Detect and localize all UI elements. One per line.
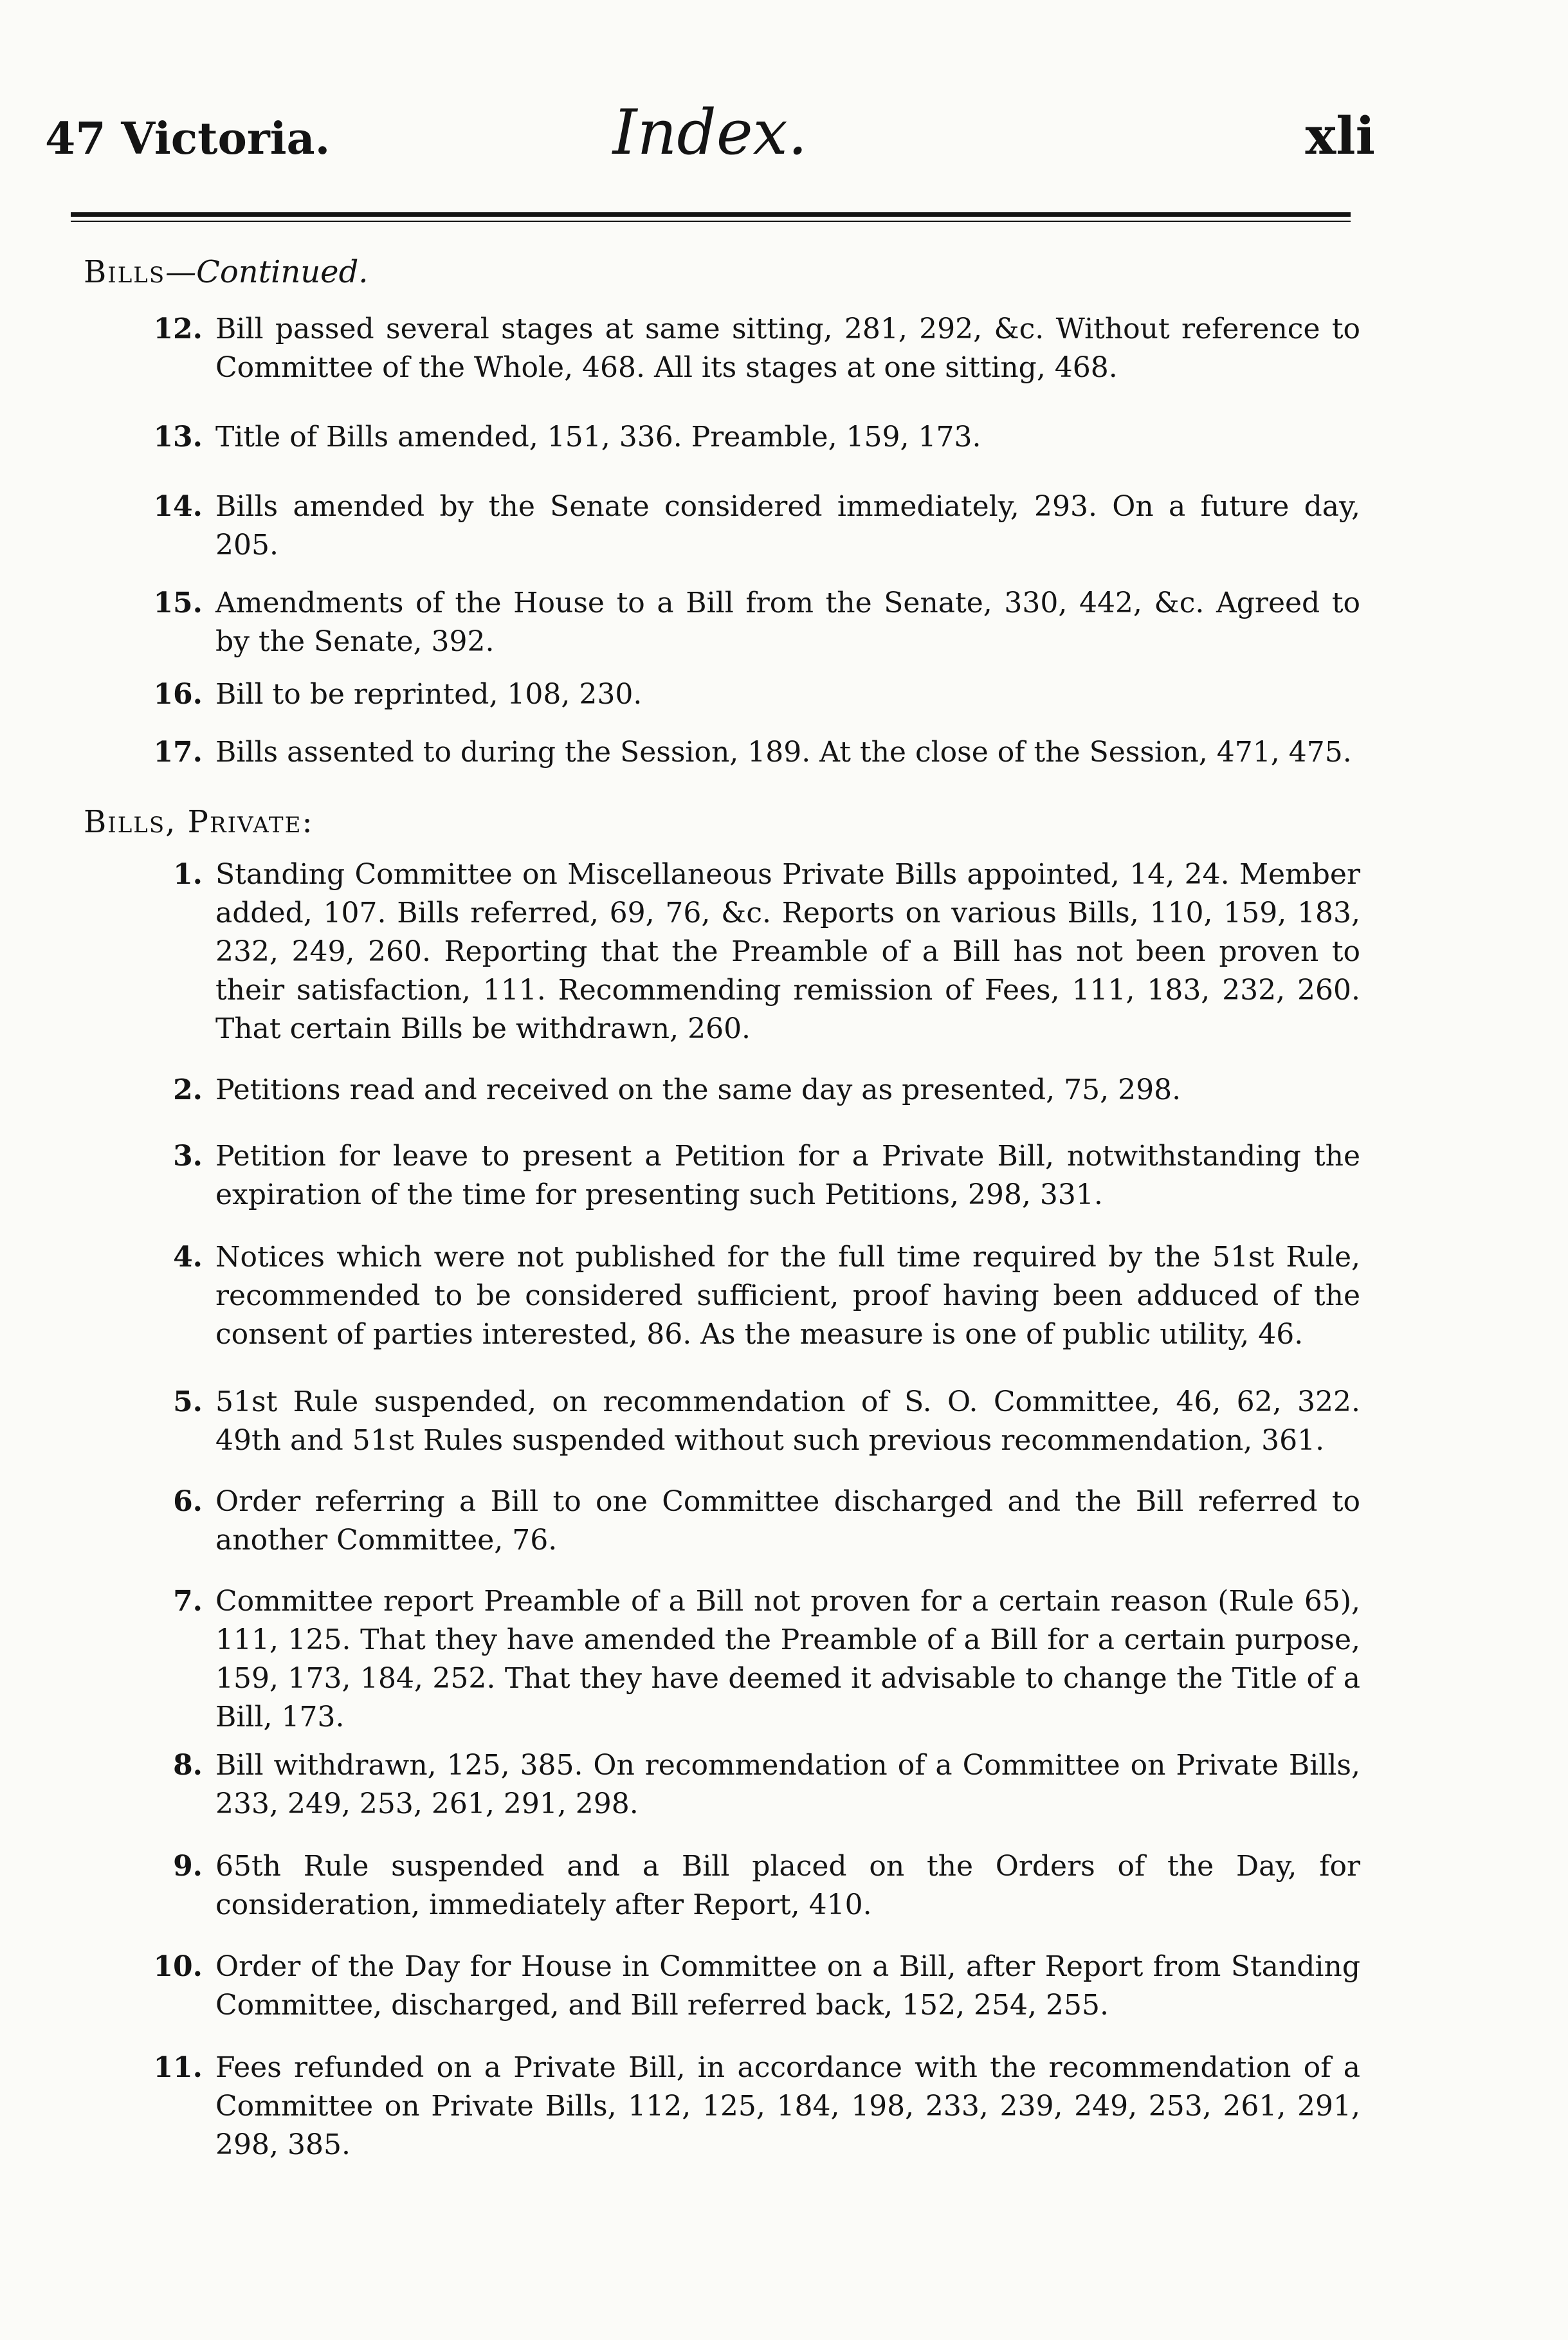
- index-entry: [153, 488, 1360, 565]
- section-heading-bills: [84, 254, 369, 290]
- entry-text: Petitions read and received on the same day as presented, 75, 298.: [215, 1074, 1181, 1106]
- entry-number: 12.: [153, 313, 203, 345]
- running-head-title: Index.: [612, 96, 808, 169]
- entry-text: Notices which were not published for the full time required by the 51st Rule, recommended to be considered sufficient, proof having been adduced of the consent of parties interested, 86. As the measure is one of public utility, 46.: [215, 1241, 1360, 1351]
- section-heading-label: Bills, Private: [84, 804, 302, 840]
- entry-number: 11.: [153, 2051, 203, 2084]
- entry-text: Title of Bills amended, 151, 336. Preamble, 159, 173.: [215, 421, 981, 453]
- entry-number: 1.: [173, 858, 203, 891]
- entry-number: 14.: [153, 490, 203, 523]
- index-entry: [173, 1847, 1360, 1924]
- section-heading-suffix: :: [302, 804, 313, 840]
- entry-text: Order of the Day for House in Committee on a Bill, after Report from Standing Committee, discharged, and Bill referred back, 152, 254, 255.: [215, 1950, 1360, 2022]
- index-entry: [173, 1071, 1360, 1110]
- header-double-rule: [71, 212, 1351, 222]
- page-number: xli: [1305, 105, 1375, 166]
- entry-text: Fees refunded on a Private Bill, in accordance with the recommendation of a Committee on Private Bills, 112, 125, 184, 198, 233, 239, 249, 253, 261, 291, 298, 385.: [215, 2051, 1360, 2161]
- running-head-left: 47 Victoria.: [45, 113, 331, 165]
- entry-number: 17.: [153, 736, 203, 769]
- index-entry: [173, 855, 1360, 1048]
- entry-number: 4.: [173, 1241, 203, 1274]
- index-entry: [173, 1238, 1360, 1354]
- entry-number: 16.: [153, 678, 203, 711]
- section-heading-bills-private: [84, 804, 313, 840]
- entry-number: 13.: [153, 421, 203, 453]
- entry-text: Bills amended by the Senate considered immediately, 293. On a future day, 205.: [215, 490, 1360, 562]
- index-entry: [173, 1383, 1360, 1460]
- section-heading-suffix: —Continued.: [165, 254, 369, 290]
- index-entry: [153, 733, 1360, 772]
- index-entry: [153, 2049, 1360, 2164]
- entry-text: Amendments of the House to a Bill from the Senate, 330, 442, &c. Agreed to by the Senate, 392.: [215, 587, 1360, 658]
- entry-text: Standing Committee on Miscellaneous Private Bills appointed, 14, 24. Member added, 107. Bills referred, 69, 76, &c. Reports on various Bills, 110, 159, 183, 232, 249, 260. Reporting that the Preamble of a Bill has not been proven to their satisfaction, 111. Recommending remission of Fees, 111, 183, 232, 260. That certain Bills be withdrawn, 260.: [215, 858, 1360, 1045]
- entry-text: Bills assented to during the Session, 189. At the close of the Session, 471, 475.: [215, 736, 1352, 769]
- entry-number: 5.: [173, 1385, 203, 1418]
- entry-text: 65th Rule suspended and a Bill placed on the Orders of the Day, for consideration, immediately after Report, 410.: [215, 1850, 1360, 1921]
- running-head: [45, 96, 1375, 174]
- entry-text: Bill passed several stages at same sitting, 281, 292, &c. Without reference to Committee of the Whole, 468. All its stages at one sitting, 468.: [215, 313, 1360, 384]
- index-entry: [153, 675, 1360, 714]
- index-entry: [173, 1137, 1360, 1214]
- index-entry: [153, 310, 1360, 387]
- entry-text: Bill to be reprinted, 108, 230.: [215, 678, 643, 711]
- entry-text: Order referring a Bill to one Committee discharged and the Bill referred to another Committee, 76.: [215, 1485, 1360, 1557]
- entry-number: 9.: [173, 1850, 203, 1883]
- index-entry: [153, 1948, 1360, 2025]
- entry-number: 2.: [173, 1074, 203, 1106]
- index-entry: [173, 1746, 1360, 1824]
- entry-text: Petition for leave to present a Petition for a Private Bill, notwithstanding the expiration of the time for presenting such Petitions, 298, 331.: [215, 1140, 1360, 1211]
- index-entry: [173, 1582, 1360, 1737]
- section-heading-label: Bills: [84, 254, 166, 290]
- entry-text: Bill withdrawn, 125, 385. On recommendation of a Committee on Private Bills, 233, 249, 253, 261, 291, 298.: [215, 1749, 1360, 1820]
- index-entry: [153, 584, 1360, 661]
- index-entry: [153, 418, 1360, 457]
- entry-number: 3.: [173, 1140, 203, 1173]
- entry-number: 8.: [173, 1749, 203, 1782]
- entry-text: 51st Rule suspended, on recommendation of S. O. Committee, 46, 62, 322. 49th and 51st Rules suspended without such previous recommendation, 361.: [215, 1385, 1360, 1457]
- entry-number: 15.: [153, 587, 203, 619]
- entry-text: Committee report Preamble of a Bill not proven for a certain reason (Rule 65), 111, 125. That they have amended the Preamble of a Bill for a certain purpose, 159, 173, 184, 252. That they have deemed it advisable to change the Title of a Bill, 173.: [215, 1585, 1360, 1733]
- index-entry: [173, 1483, 1360, 1560]
- entry-number: 7.: [173, 1585, 203, 1618]
- entry-number: 6.: [173, 1485, 203, 1518]
- entry-number: 10.: [153, 1950, 203, 1983]
